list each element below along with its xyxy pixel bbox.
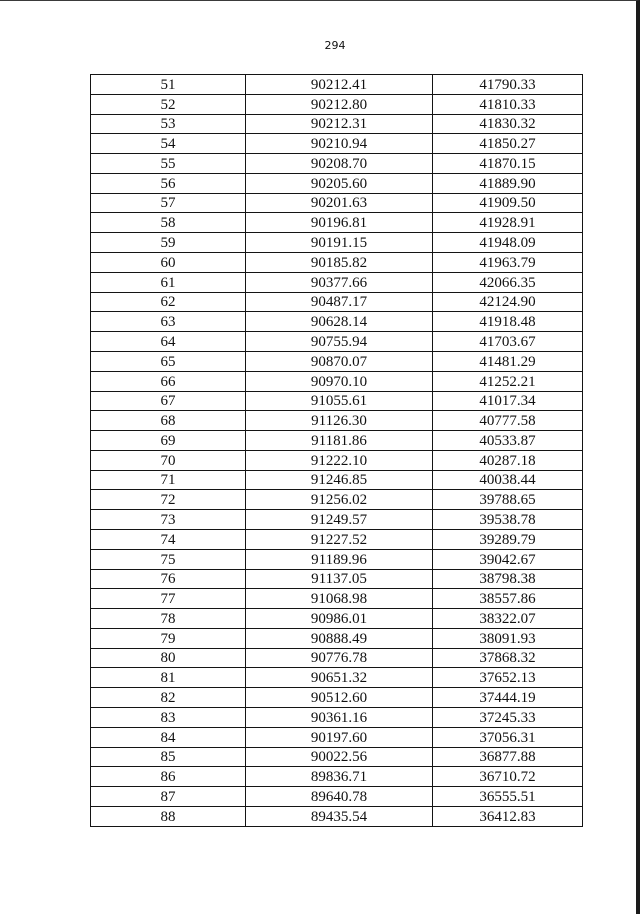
table-row (91, 75, 583, 95)
col-3-cell: 36555.51 (433, 787, 583, 807)
table-row (91, 431, 583, 451)
table-row (91, 193, 583, 213)
col-3-cell: 40287.18 (433, 450, 583, 470)
col-3-cell: 36710.72 (433, 767, 583, 787)
col-3-cell: 41703.67 (433, 332, 583, 352)
table-row (91, 628, 583, 648)
col-2-cell: 90512.60 (246, 688, 433, 708)
col-3-cell: 41918.48 (433, 312, 583, 332)
col-3-cell: 41870.15 (433, 154, 583, 174)
col-3-cell: 37868.32 (433, 648, 583, 668)
col-1-cell: 67 (91, 391, 246, 411)
table-row (91, 806, 583, 826)
col-1-cell: 64 (91, 332, 246, 352)
col-1-cell: 59 (91, 233, 246, 253)
col-1-cell: 65 (91, 351, 246, 371)
col-1-cell: 56 (91, 173, 246, 193)
col-1-cell: 86 (91, 767, 246, 787)
col-1-cell: 58 (91, 213, 246, 233)
col-2-cell: 91189.96 (246, 549, 433, 569)
col-2-cell: 90628.14 (246, 312, 433, 332)
col-3-cell: 39788.65 (433, 490, 583, 510)
col-3-cell: 41850.27 (433, 134, 583, 154)
col-1-cell: 80 (91, 648, 246, 668)
table-row (91, 569, 583, 589)
col-3-cell: 40777.58 (433, 411, 583, 431)
col-3-cell: 41481.29 (433, 351, 583, 371)
col-3-cell: 38322.07 (433, 609, 583, 629)
table-row (91, 332, 583, 352)
table-row (91, 253, 583, 273)
col-3-cell: 37056.31 (433, 727, 583, 747)
col-2-cell: 91055.61 (246, 391, 433, 411)
col-2-cell: 90377.66 (246, 272, 433, 292)
col-3-cell: 41252.21 (433, 371, 583, 391)
table-row (91, 688, 583, 708)
col-1-cell: 79 (91, 628, 246, 648)
table-row (91, 767, 583, 787)
table-row (91, 490, 583, 510)
col-1-cell: 72 (91, 490, 246, 510)
col-1-cell: 51 (91, 75, 246, 95)
col-3-cell: 38798.38 (433, 569, 583, 589)
col-2-cell: 90212.31 (246, 114, 433, 134)
table-row (91, 351, 583, 371)
table-row (91, 787, 583, 807)
col-2-cell: 91256.02 (246, 490, 433, 510)
table-row (91, 450, 583, 470)
col-1-cell: 77 (91, 589, 246, 609)
table-row (91, 292, 583, 312)
col-2-cell: 90970.10 (246, 371, 433, 391)
col-2-cell: 91137.05 (246, 569, 433, 589)
col-2-cell: 90197.60 (246, 727, 433, 747)
table-row (91, 510, 583, 530)
col-1-cell: 76 (91, 569, 246, 589)
col-1-cell: 71 (91, 470, 246, 490)
table-row (91, 312, 583, 332)
col-1-cell: 83 (91, 708, 246, 728)
col-1-cell: 84 (91, 727, 246, 747)
table-row (91, 549, 583, 569)
table-row (91, 648, 583, 668)
table-row (91, 727, 583, 747)
col-1-cell: 54 (91, 134, 246, 154)
col-2-cell: 90191.15 (246, 233, 433, 253)
col-1-cell: 73 (91, 510, 246, 530)
col-1-cell: 82 (91, 688, 246, 708)
col-3-cell: 41948.09 (433, 233, 583, 253)
col-2-cell: 91068.98 (246, 589, 433, 609)
table-row (91, 589, 583, 609)
col-3-cell: 40038.44 (433, 470, 583, 490)
col-2-cell: 91227.52 (246, 529, 433, 549)
col-2-cell: 90986.01 (246, 609, 433, 629)
col-3-cell: 38557.86 (433, 589, 583, 609)
col-1-cell: 78 (91, 609, 246, 629)
table-row (91, 470, 583, 490)
col-2-cell: 90487.17 (246, 292, 433, 312)
col-2-cell: 90361.16 (246, 708, 433, 728)
table-body (91, 75, 583, 827)
col-3-cell: 39538.78 (433, 510, 583, 530)
table-row (91, 173, 583, 193)
col-3-cell: 41928.91 (433, 213, 583, 233)
col-2-cell: 91181.86 (246, 431, 433, 451)
col-2-cell: 90208.70 (246, 154, 433, 174)
col-1-cell: 61 (91, 272, 246, 292)
table-row (91, 213, 583, 233)
col-3-cell: 41830.32 (433, 114, 583, 134)
col-3-cell: 36412.83 (433, 806, 583, 826)
table-row (91, 233, 583, 253)
col-1-cell: 75 (91, 549, 246, 569)
col-1-cell: 53 (91, 114, 246, 134)
table-row (91, 94, 583, 114)
col-3-cell: 42066.35 (433, 272, 583, 292)
col-2-cell: 90776.78 (246, 648, 433, 668)
col-3-cell: 39289.79 (433, 529, 583, 549)
col-3-cell: 37444.19 (433, 688, 583, 708)
col-3-cell: 37245.33 (433, 708, 583, 728)
page-number: 294 (324, 39, 346, 52)
table-row (91, 668, 583, 688)
table-row (91, 391, 583, 411)
col-1-cell: 81 (91, 668, 246, 688)
table-row (91, 154, 583, 174)
col-2-cell: 90185.82 (246, 253, 433, 273)
col-2-cell: 89836.71 (246, 767, 433, 787)
table-row (91, 114, 583, 134)
col-2-cell: 90212.41 (246, 75, 433, 95)
col-2-cell: 91126.30 (246, 411, 433, 431)
col-2-cell: 90196.81 (246, 213, 433, 233)
col-1-cell: 87 (91, 787, 246, 807)
col-2-cell: 90888.49 (246, 628, 433, 648)
data-table (90, 74, 583, 827)
col-1-cell: 74 (91, 529, 246, 549)
col-2-cell: 91249.57 (246, 510, 433, 530)
table-row (91, 134, 583, 154)
col-1-cell: 63 (91, 312, 246, 332)
table-row (91, 272, 583, 292)
col-3-cell: 39042.67 (433, 549, 583, 569)
col-1-cell: 62 (91, 292, 246, 312)
col-3-cell: 40533.87 (433, 431, 583, 451)
col-2-cell: 91246.85 (246, 470, 433, 490)
table-row (91, 747, 583, 767)
col-2-cell: 90210.94 (246, 134, 433, 154)
col-3-cell: 38091.93 (433, 628, 583, 648)
col-1-cell: 55 (91, 154, 246, 174)
table-row (91, 529, 583, 549)
col-3-cell: 36877.88 (433, 747, 583, 767)
col-2-cell: 91222.10 (246, 450, 433, 470)
table-row (91, 411, 583, 431)
col-1-cell: 68 (91, 411, 246, 431)
col-2-cell: 89640.78 (246, 787, 433, 807)
col-2-cell: 90651.32 (246, 668, 433, 688)
col-2-cell: 90755.94 (246, 332, 433, 352)
col-3-cell: 37652.13 (433, 668, 583, 688)
table-row (91, 708, 583, 728)
col-2-cell: 90201.63 (246, 193, 433, 213)
col-1-cell: 60 (91, 253, 246, 273)
col-1-cell: 70 (91, 450, 246, 470)
col-3-cell: 41909.50 (433, 193, 583, 213)
col-3-cell: 41810.33 (433, 94, 583, 114)
col-3-cell: 41790.33 (433, 75, 583, 95)
col-2-cell: 90022.56 (246, 747, 433, 767)
col-1-cell: 88 (91, 806, 246, 826)
col-1-cell: 69 (91, 431, 246, 451)
col-2-cell: 90212.80 (246, 94, 433, 114)
col-1-cell: 66 (91, 371, 246, 391)
col-2-cell: 90205.60 (246, 173, 433, 193)
table-row (91, 371, 583, 391)
col-3-cell: 42124.90 (433, 292, 583, 312)
col-3-cell: 41963.79 (433, 253, 583, 273)
col-2-cell: 90870.07 (246, 351, 433, 371)
table-row (91, 609, 583, 629)
col-1-cell: 57 (91, 193, 246, 213)
col-1-cell: 85 (91, 747, 246, 767)
col-2-cell: 89435.54 (246, 806, 433, 826)
col-3-cell: 41889.90 (433, 173, 583, 193)
col-3-cell: 41017.34 (433, 391, 583, 411)
col-1-cell: 52 (91, 94, 246, 114)
